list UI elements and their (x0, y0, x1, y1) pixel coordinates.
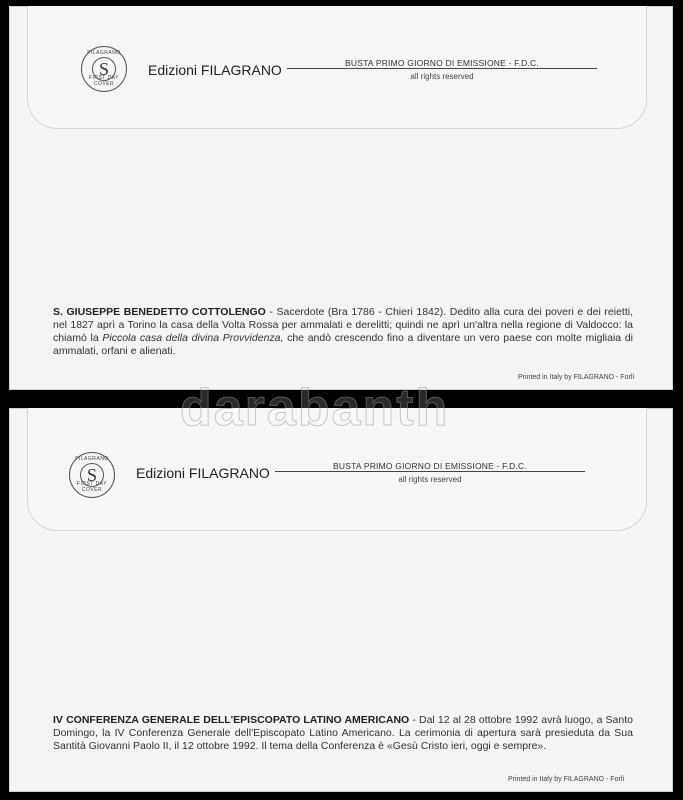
logo-ring-top-text: FILAGRANO (75, 456, 109, 462)
logo-s-mark: S (92, 57, 116, 81)
description-part1: - Sacerdote (Bra 1786 - Chieri 1842). Dedito alla cura dei poveri e dei reietti, nel 1827 aprì a Torino la casa della Volta Rossa per ammalati e derelitti; quindi ne aprì un'altra nella regione di Valdocco: la chiamò la (53, 306, 633, 344)
brand-name: Edizioni FILAGRANO (148, 62, 282, 78)
description-text (53, 306, 633, 358)
description-text (53, 714, 633, 753)
logo-ring-top-text: FILAGRANO (87, 50, 121, 56)
filagrano-logo (69, 452, 115, 498)
description-italic: Piccola casa della divina Provvidenza, (102, 332, 284, 344)
description-title: S. GIUSEPPE BENEDETTO COTTOLENGO (53, 306, 266, 318)
fdc-label: BUSTA PRIMO GIORNO DI EMISSIONE - F.D.C. (333, 461, 527, 471)
rights-text: all rights reserved (410, 72, 474, 81)
logo-s-mark: S (80, 463, 104, 487)
fdc-rule (287, 68, 597, 69)
description-part2: che andò crescendo fino a diventare un vero paese con molte migliaia di ammalati, orfani e alienati. (53, 332, 633, 357)
printed-credit: Printed in Italy by FILAGRANO - Forlì (518, 374, 635, 381)
filagrano-logo (81, 46, 127, 92)
logo-ring-bottom-text: FIRST DAY COVER (76, 481, 108, 493)
description-part1: - Dal 12 al 28 ottobre 1992 avrà luogo, a Santo Domingo, la IV Conferenza Generale dell'Episcopato Latino Americano. La cerimonia di apertura sarà presieduta da Sua Santità Giovanni Paolo II, il 12 ottobre 1992. Il tema della Conferenza è «Gesù Cristo ieri, oggi e sempre». (53, 714, 633, 752)
envelope-episcopato (9, 408, 673, 792)
brand-name: Edizioni FILAGRANO (136, 465, 270, 481)
description-title: IV CONFERENZA GENERALE DELL'EPISCOPATO LATINO AMERICANO (53, 714, 410, 726)
printed-credit: Printed in Italy by FILAGRANO - Forlì (508, 776, 625, 783)
rights-text: all rights reserved (398, 475, 462, 484)
logo-ring-bottom-text: FIRST DAY COVER (88, 75, 120, 87)
fdc-rule (275, 471, 585, 472)
envelope-cottolengo (9, 6, 673, 390)
fdc-label: BUSTA PRIMO GIORNO DI EMISSIONE - F.D.C. (345, 58, 539, 68)
